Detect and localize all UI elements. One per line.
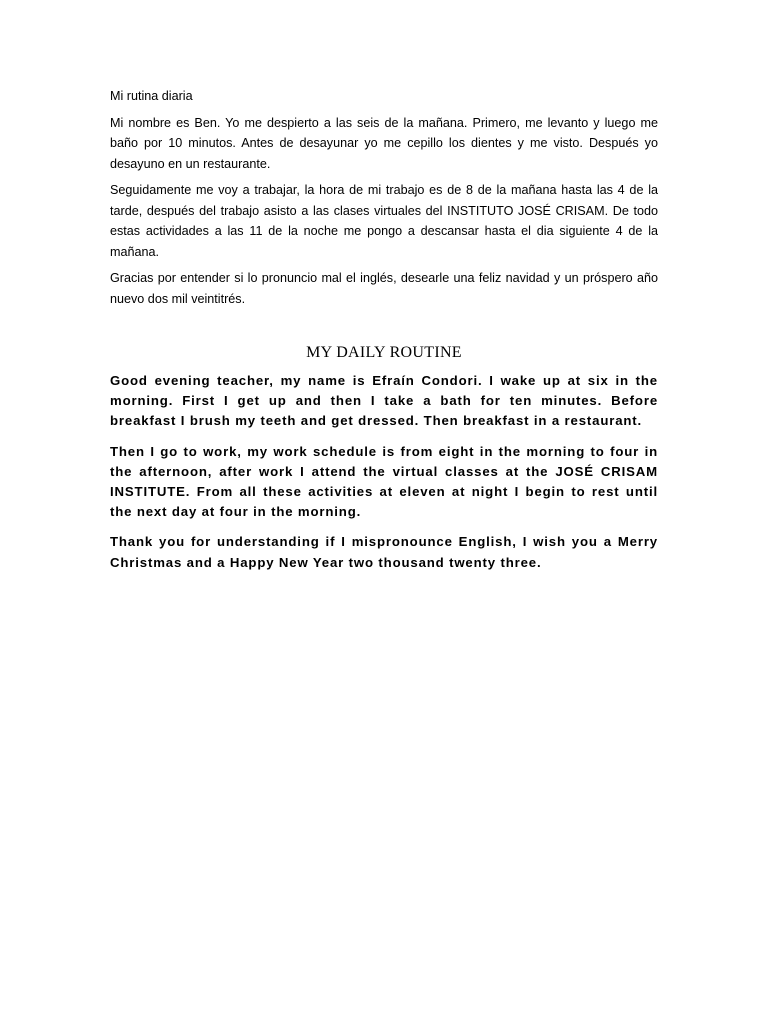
- english-paragraph-3: Thank you for understanding if I mispronounce English, I wish you a Merry Christmas and a Happy New Year two thousand twenty three.: [110, 534, 658, 570]
- document-content: [110, 86, 658, 583]
- english-paragraph-2: Then I go to work, my work schedule is from eight in the morning to four in the afternoon, after work I attend the virtual classes at the JOSÉ CRISAM INSTITUTE. From all these activities at eleven at night I begin to rest until the next day at four in the morning.: [110, 443, 658, 520]
- spanish-title: Mi rutina diaria: [110, 89, 193, 103]
- spanish-paragraph-1: Mi nombre es Ben. Yo me despierto a las seis de la mañana. Primero, me levanto y luego me baño por 10 minutos. Antes de desayunar yo me cepillo los dientes y me visto. Después yo desayuno en un restaurante.: [110, 115, 658, 171]
- spanish-paragraph-3: Gracias por entender si lo pronuncio mal el inglés, desearle una feliz navidad y un próspero año nuevo dos mil veintitrés.: [110, 271, 658, 306]
- spanish-section: [110, 86, 658, 309]
- spanish-paragraph-2: Seguidamente me voy a trabajar, la hora de mi trabajo es de 8 de la mañana hasta las 4 de la tarde, después del trabajo asisto a las clases virtuales del INSTITUTO JOSÉ CRISAM. De todo estas actividades a las 11 de la noche me pongo a descansar hasta el dia siguiente 4 de la mañana.: [110, 183, 658, 259]
- english-title: MY DAILY ROUTINE: [306, 344, 462, 361]
- english-section: [110, 371, 658, 573]
- english-paragraph-1: Good evening teacher, my name is Efraín Condori. I wake up at six in the morning. First I get up and then I take a bath for ten minutes. Before breakfast I brush my teeth and get dressed. Then breakfast in a restaurant.: [110, 373, 658, 429]
